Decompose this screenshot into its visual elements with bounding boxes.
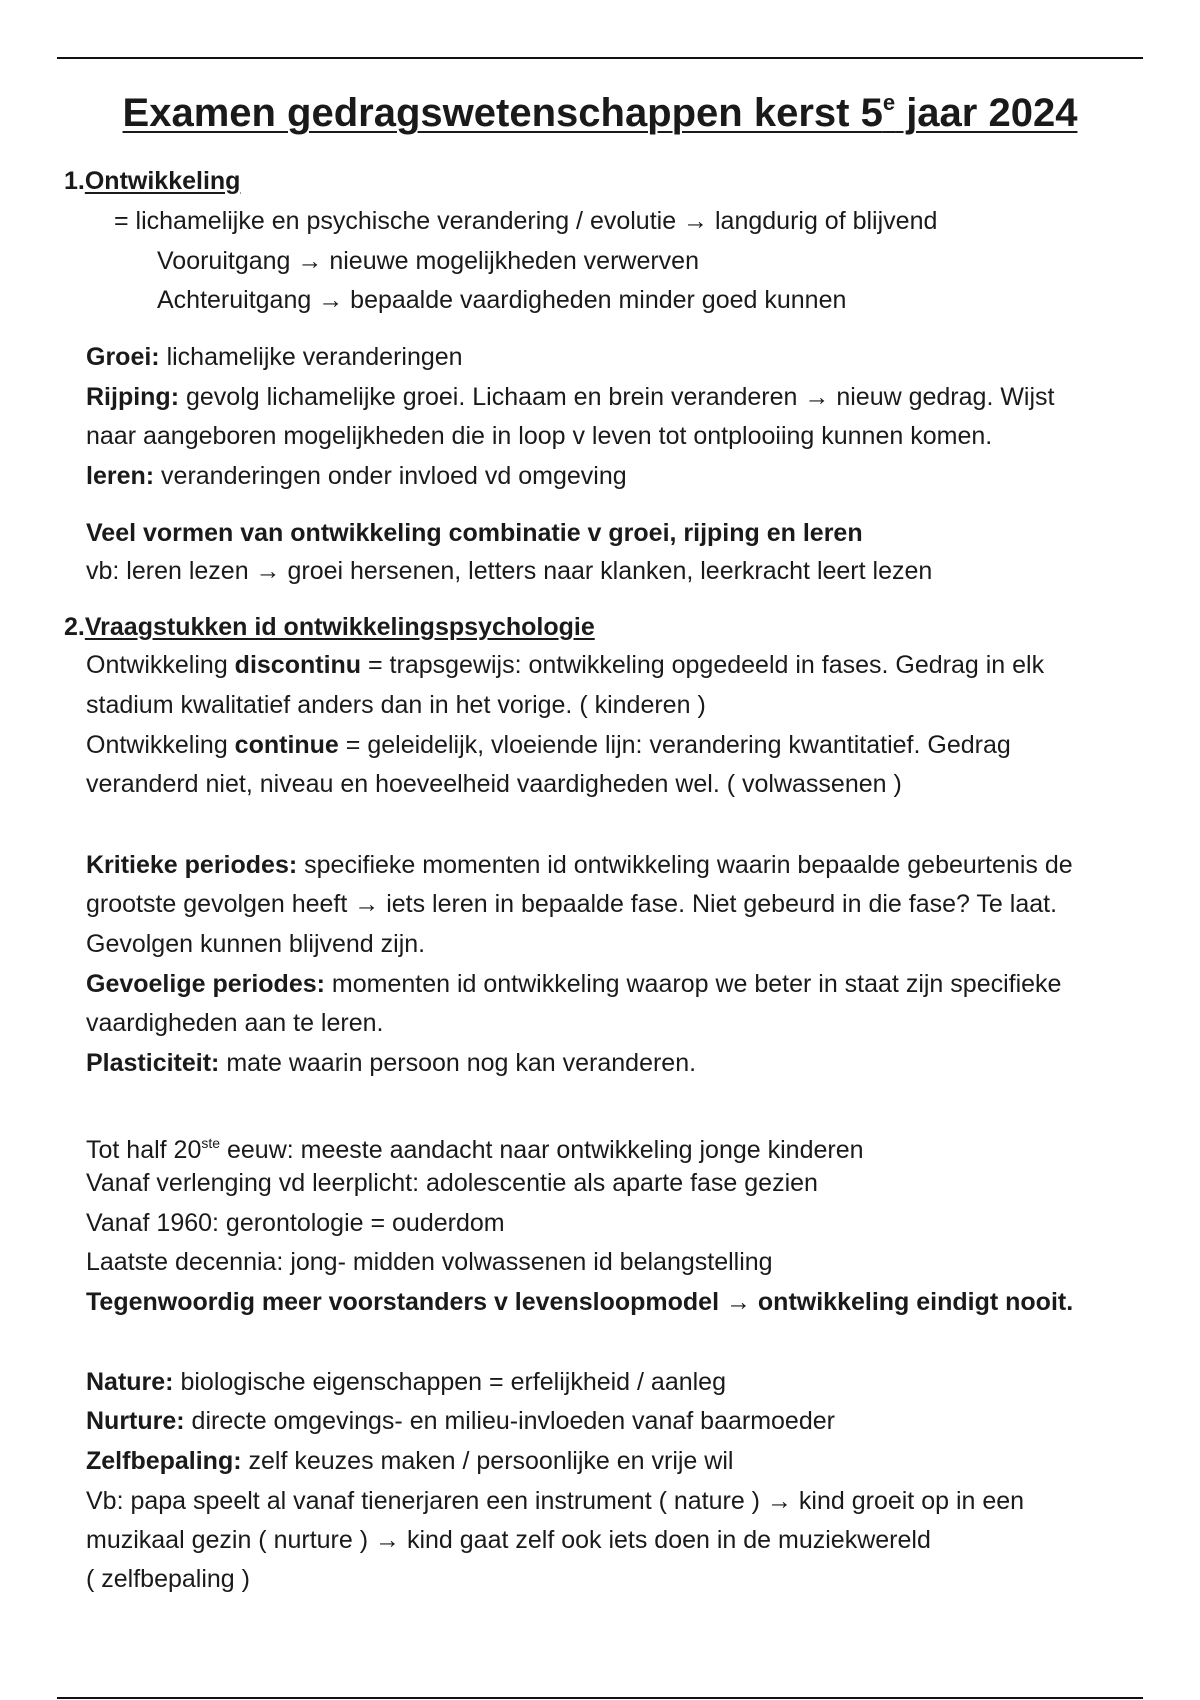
achteruitgang-line: Achteruitgang → bepaalde vaardigheden minder goed kunnen [157, 286, 847, 314]
gevoelige-line-2: vaardigheden aan te leren. [86, 1009, 384, 1037]
continue-line-2: veranderd niet, niveau en hoeveelheid vaardigheden wel. ( volwassenen ) [86, 770, 902, 798]
page-title: Examen gedragswetenschappen kerst 5e jaar 2024 [122, 90, 1078, 135]
section-1-heading: 1.Ontwikkeling [64, 167, 241, 195]
gerontologie-line: Vanaf 1960: gerontologie = ouderdom [86, 1209, 505, 1237]
vb-line-1: Vb: papa speelt al vanaf tienerjaren een instrument ( nature ) → kind groeit op in een [86, 1487, 1025, 1515]
discontinu-line-1: Ontwikkeling discontinu = trapsgewijs: ontwikkeling opgedeeld in fases. Gedrag in elk [86, 651, 1045, 679]
example-line: vb: leren lezen → groei hersenen, letters naar klanken, leerkracht leert lezen [86, 557, 933, 585]
groei-line: Groei: lichamelijke veranderingen [86, 343, 463, 371]
gevoelige-line-1: Gevoelige periodes: momenten id ontwikkeling waarop we beter in staat zijn specifieke [86, 970, 1062, 998]
decennia-line: Laatste decennia: jong- midden volwassenen id belangstelling [86, 1248, 773, 1276]
top-rule [57, 57, 1143, 59]
zelfbepaling-line: Zelfbepaling: zelf keuzes maken / persoonlijke en vrije wil [86, 1447, 734, 1475]
discontinu-line-2: stadium kwalitatief anders dan in het vorige. ( kinderen ) [86, 691, 706, 719]
kritieke-line-3: Gevolgen kunnen blijvend zijn. [86, 930, 426, 958]
leren-line: leren: veranderingen onder invloed vd omgeving [86, 462, 627, 490]
section-2-heading: 2.Vraagstukken id ontwikkelingspsychologie [64, 613, 595, 641]
continue-line-1: Ontwikkeling continue = geleidelijk, vloeiende lijn: verandering kwantitatief. Gedrag [86, 731, 1011, 759]
vooruitgang-line: Vooruitgang → nieuwe mogelijkheden verwerven [157, 247, 699, 275]
kritieke-line-1: Kritieke periodes: specifieke momenten id ontwikkeling waarin bepaalde gebeurtenis de [86, 851, 1073, 879]
leerplicht-line: Vanaf verlenging vd leerplicht: adolescentie als aparte fase gezien [86, 1169, 818, 1197]
bottom-rule [57, 1697, 1143, 1699]
plasticiteit-line: Plasticiteit: mate waarin persoon nog kan veranderen. [86, 1049, 697, 1077]
rijping-line-1: Rijping: gevolg lichamelijke groei. Lichaam en brein veranderen → nieuw gedrag. Wijst [86, 383, 1055, 411]
vb-line-2: muzikaal gezin ( nurture ) → kind gaat zelf ook iets doen in de muziekwereld [86, 1526, 931, 1554]
rijping-line-2: naar aangeboren mogelijkheden die in loop v leven tot ontplooiing kunnen komen. [86, 422, 993, 450]
vb-line-3: ( zelfbepaling ) [86, 1565, 250, 1593]
levensloop-line: Tegenwoordig meer voorstanders v levensloopmodel → ontwikkeling eindigt nooit. [86, 1288, 1074, 1316]
nurture-line: Nurture: directe omgevings- en milieu-invloeden vanaf baarmoeder [86, 1407, 835, 1435]
nature-line: Nature: biologische eigenschappen = erfelijkheid / aanleg [86, 1368, 726, 1396]
kritieke-line-2: grootste gevolgen heeft → iets leren in bepaalde fase. Niet gebeurd in die fase? Te laat. [86, 890, 1058, 918]
definition-line: = lichamelijke en psychische verandering / evolutie → langdurig of blijvend [114, 207, 938, 235]
combinatie-line: Veel vormen van ontwikkeling combinatie v groei, rijping en leren [86, 519, 863, 547]
half-20ste-eeuw-line: Tot half 20ste eeuw: meeste aandacht naar ontwikkeling jonge kinderen [86, 1135, 864, 1164]
